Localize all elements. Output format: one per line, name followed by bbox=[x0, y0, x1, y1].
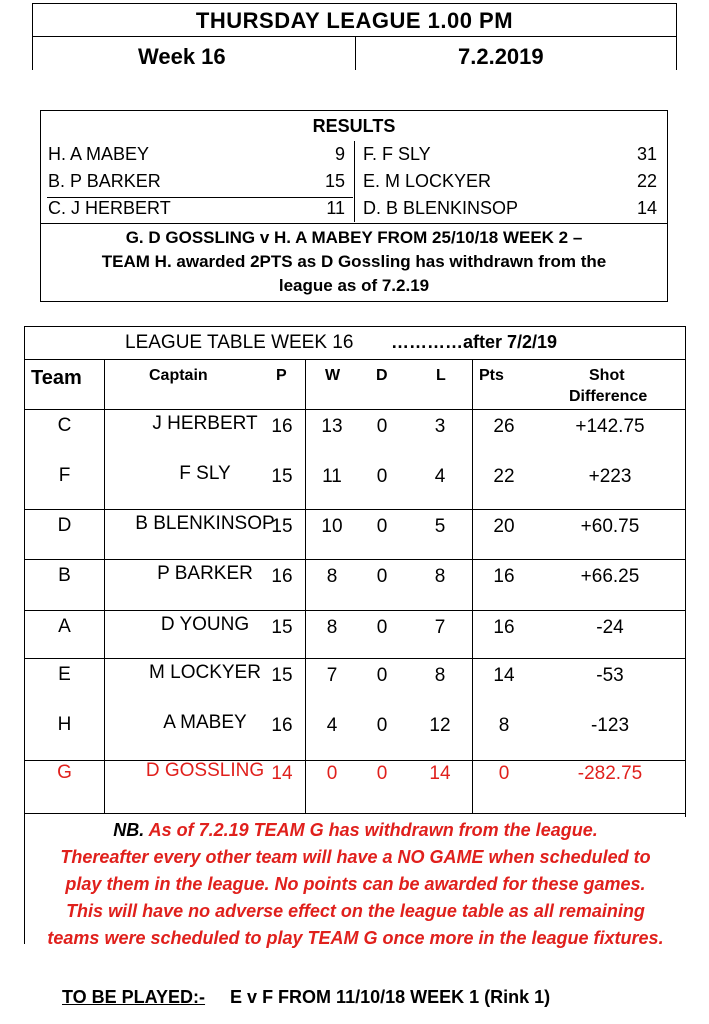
cell-drawn: 0 bbox=[376, 566, 388, 587]
cell-shot-difference: -282.75 bbox=[577, 763, 643, 784]
grid-line bbox=[25, 509, 686, 510]
column-header-p: P bbox=[276, 367, 287, 384]
cell-lost: 5 bbox=[434, 516, 446, 537]
column-header-difference: Difference bbox=[569, 388, 648, 405]
table-row bbox=[25, 712, 686, 742]
result-divider bbox=[354, 141, 355, 168]
notice-line: play them in the league. No points can be awarded for these games. bbox=[65, 874, 646, 894]
result-divider bbox=[354, 168, 355, 195]
header-box bbox=[32, 3, 677, 70]
cell-shot-difference: -53 bbox=[596, 665, 624, 686]
result-home-team: B. P BARKER bbox=[48, 171, 161, 191]
result-home-team: C. J HERBERT bbox=[48, 198, 171, 218]
result-away-team: F. F SLY bbox=[363, 144, 431, 164]
cell-won: 8 bbox=[326, 566, 338, 587]
cell-lost: 8 bbox=[434, 566, 446, 587]
cell-won: 10 bbox=[321, 516, 343, 537]
results-note-divider bbox=[41, 223, 667, 224]
result-row-divider bbox=[47, 197, 353, 198]
cell-played: 15 bbox=[271, 617, 293, 638]
cell-team: E bbox=[58, 664, 71, 685]
grid-line bbox=[25, 359, 686, 360]
header-vertical-divider bbox=[355, 37, 356, 70]
notice-line: This will have no adverse effect on the league table as all remaining bbox=[66, 901, 645, 921]
cell-shot-difference: +66.25 bbox=[580, 566, 640, 587]
page-title: THURSDAY LEAGUE 1.00 PM bbox=[195, 8, 514, 33]
cell-points: 0 bbox=[498, 763, 510, 784]
cell-team: F bbox=[58, 465, 71, 486]
cell-points: 22 bbox=[493, 466, 515, 487]
cell-drawn: 0 bbox=[376, 516, 388, 537]
result-home-score: 9 bbox=[334, 144, 345, 164]
grid-line bbox=[25, 559, 686, 560]
cell-points: 14 bbox=[493, 665, 515, 686]
cell-played: 16 bbox=[271, 566, 293, 587]
grid-line bbox=[25, 813, 686, 814]
column-header-team: Team bbox=[31, 367, 82, 389]
cell-drawn: 0 bbox=[376, 617, 388, 638]
league-table bbox=[24, 326, 686, 948]
to-be-played-label: TO BE PLAYED:- bbox=[62, 987, 206, 1007]
result-away-score: 31 bbox=[636, 144, 657, 164]
cell-points: 20 bbox=[493, 516, 515, 537]
column-header-shot: Shot bbox=[589, 367, 625, 384]
cell-points: 26 bbox=[493, 416, 515, 437]
grid-line bbox=[25, 610, 686, 611]
result-home-score: 15 bbox=[324, 171, 345, 191]
cell-played: 15 bbox=[271, 665, 293, 686]
cell-won: 11 bbox=[322, 466, 342, 487]
to-be-played bbox=[62, 987, 550, 1008]
notice-line bbox=[25, 817, 686, 844]
cell-drawn: 0 bbox=[376, 763, 388, 784]
table-row bbox=[25, 662, 686, 692]
result-away-team: D. B BLENKINSOP bbox=[363, 198, 519, 218]
cell-drawn: 0 bbox=[376, 466, 388, 487]
results-note-line: league as of 7.2.19 bbox=[278, 276, 430, 295]
results-note bbox=[41, 226, 667, 298]
result-away-team: E. M LOCKYER bbox=[363, 171, 492, 191]
notice-line: Thereafter every other team will have a NO GAME when scheduled to bbox=[60, 847, 651, 867]
cell-team: G bbox=[57, 762, 72, 783]
column-header-w: W bbox=[325, 367, 341, 384]
cell-won: 13 bbox=[321, 416, 343, 437]
result-home-score: 11 bbox=[326, 198, 345, 218]
notice-prefix: NB. bbox=[113, 820, 145, 840]
cell-lost: 12 bbox=[429, 715, 451, 736]
column-header-captain: Captain bbox=[149, 367, 208, 384]
table-row bbox=[25, 563, 686, 593]
grid-line bbox=[25, 409, 686, 410]
cell-won: 8 bbox=[326, 617, 338, 638]
cell-captain: A MABEY bbox=[163, 712, 247, 733]
cell-team: A bbox=[58, 616, 71, 637]
cell-played: 16 bbox=[271, 715, 293, 736]
grid-line bbox=[25, 658, 686, 659]
cell-drawn: 0 bbox=[376, 665, 388, 686]
cell-points: 16 bbox=[493, 566, 515, 587]
cell-team: B bbox=[58, 565, 71, 586]
result-row bbox=[41, 195, 667, 222]
result-home-team: H. A MABEY bbox=[48, 144, 150, 164]
column-header-d: D bbox=[376, 367, 388, 384]
cell-captain: B BLENKINSOP bbox=[135, 513, 275, 534]
cell-shot-difference: +142.75 bbox=[575, 416, 645, 437]
column-header-pts: Pts bbox=[479, 367, 504, 384]
result-row bbox=[41, 141, 667, 168]
cell-shot-difference: -24 bbox=[596, 617, 624, 638]
notice-text: As of 7.2.19 TEAM G has withdrawn from the league. bbox=[148, 820, 598, 840]
cell-team: D bbox=[57, 515, 72, 536]
column-header-l: L bbox=[436, 367, 446, 384]
cell-played: 15 bbox=[271, 516, 293, 537]
cell-lost: 3 bbox=[434, 416, 446, 437]
results-title: RESULTS bbox=[312, 116, 396, 136]
table-row-withdrawn bbox=[25, 760, 686, 790]
cell-points: 8 bbox=[498, 715, 510, 736]
cell-drawn: 0 bbox=[376, 416, 388, 437]
cell-team: C bbox=[57, 415, 72, 436]
results-box bbox=[40, 110, 668, 302]
cell-lost: 4 bbox=[434, 466, 446, 487]
cell-drawn: 0 bbox=[376, 715, 388, 736]
cell-captain: D GOSSLING bbox=[145, 760, 265, 781]
result-row bbox=[41, 168, 667, 195]
results-note-line: TEAM H. awarded 2PTS as D Gossling has withdrawn from the bbox=[101, 252, 607, 271]
table-row bbox=[25, 614, 686, 644]
results-note-line: G. D GOSSLING v H. A MABEY FROM 25/10/18 WEEK 2 – bbox=[125, 228, 583, 247]
league-table-after-date: …………after 7/2/19 bbox=[391, 332, 558, 352]
notice-line: teams were scheduled to play TEAM G once more in the league fixtures. bbox=[47, 928, 664, 948]
result-divider bbox=[354, 195, 355, 222]
cell-team: H bbox=[57, 714, 72, 735]
cell-captain: J HERBERT bbox=[152, 413, 258, 434]
cell-points: 16 bbox=[493, 617, 515, 638]
cell-shot-difference: +60.75 bbox=[580, 516, 640, 537]
withdrawal-notice bbox=[25, 817, 686, 952]
cell-played: 16 bbox=[271, 416, 293, 437]
table-row bbox=[25, 463, 686, 493]
result-away-score: 14 bbox=[636, 198, 657, 218]
cell-captain: P BARKER bbox=[157, 563, 253, 584]
cell-captain: D YOUNG bbox=[160, 614, 250, 635]
cell-lost: 7 bbox=[434, 617, 446, 638]
to-be-played-fixture: E v F FROM 11/10/18 WEEK 1 (Rink 1) bbox=[230, 987, 551, 1007]
cell-played: 15 bbox=[271, 466, 293, 487]
cell-won: 0 bbox=[326, 763, 338, 784]
result-away-score: 22 bbox=[636, 171, 657, 191]
cell-played: 14 bbox=[271, 763, 293, 784]
date-label: 7.2.2019 bbox=[458, 44, 544, 69]
cell-captain: F SLY bbox=[179, 463, 231, 484]
table-row bbox=[25, 513, 686, 543]
league-table-title: LEAGUE TABLE WEEK 16 bbox=[125, 332, 354, 353]
cell-captain: M LOCKYER bbox=[149, 662, 261, 683]
cell-shot-difference: +223 bbox=[588, 466, 632, 487]
week-label: Week 16 bbox=[138, 44, 226, 69]
cell-lost: 14 bbox=[429, 763, 451, 784]
cell-won: 7 bbox=[326, 665, 338, 686]
table-row bbox=[25, 413, 686, 443]
cell-lost: 8 bbox=[434, 665, 446, 686]
cell-won: 4 bbox=[326, 715, 338, 736]
cell-shot-difference: -123 bbox=[590, 715, 630, 736]
